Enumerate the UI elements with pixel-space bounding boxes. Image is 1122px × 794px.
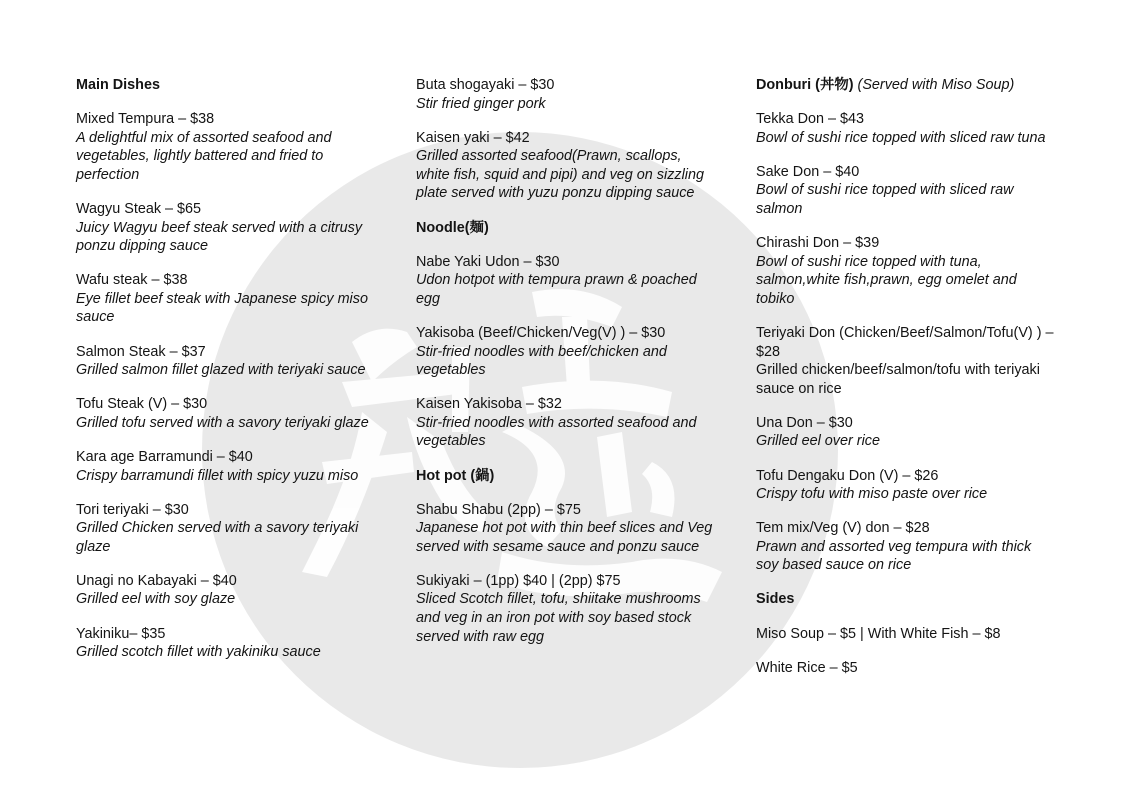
menu-item	[76, 343, 376, 380]
menu-item	[76, 572, 376, 609]
menu-item-description: Stir-fried noodles with beef/chicken and vegetables	[416, 343, 667, 379]
menu-item-name: Nabe Yaki Udon – $30	[416, 253, 560, 270]
section-title: Main Dishes	[76, 77, 160, 93]
menu-item	[756, 659, 1056, 678]
menu-item-name: Wagyu Steak – $65	[76, 200, 202, 217]
menu-item-name: Miso Soup – $5 | With White Fish – $8	[756, 625, 1001, 642]
menu-item-description: Grilled chicken/beef/salmon/tofu with teriyaki sauce on rice	[756, 362, 1040, 397]
menu-item	[76, 271, 376, 327]
menu-item-name: White Rice – $5	[756, 659, 858, 676]
section-title: Hot pot (鍋)	[416, 467, 495, 484]
menu-item	[416, 129, 716, 203]
menu-item	[76, 501, 376, 557]
menu-item-description: Prawn and assorted veg tempura with thick soy based sauce on rice	[756, 538, 1032, 574]
menu-item	[416, 395, 716, 451]
menu-item	[756, 467, 1056, 504]
section-title: Noodle(麺)	[416, 219, 489, 236]
menu-item	[416, 572, 716, 646]
menu-item	[756, 163, 1056, 219]
menu-item-name: Sukiyaki – (1pp) $40 | (2pp) $75	[416, 572, 621, 589]
menu-item	[416, 324, 716, 380]
menu-item-name: Kaisen Yakisoba – $32	[416, 396, 562, 413]
menu-item-name: Shabu Shabu (2pp) – $75	[416, 501, 581, 518]
menu-item-name: Buta shogayaki – $30	[416, 77, 555, 93]
menu-item-name: Teriyaki Don (Chicken/Beef/Salmon/Tofu(V) ) – $28	[756, 324, 1054, 360]
menu-item-name: Sake Don – $40	[756, 163, 860, 180]
menu-item	[416, 501, 716, 557]
menu-item-description: Eye fillet beef steak with Japanese spicy miso sauce	[76, 290, 368, 326]
menu-item	[76, 110, 376, 184]
menu-item-name: Kaisen yaki – $42	[416, 129, 530, 146]
menu-item-name: Unagi no Kabayaki – $40	[76, 572, 237, 589]
menu-item	[76, 395, 376, 432]
menu-item-description: Stir-fried noodles with assorted seafood and vegetables	[416, 414, 697, 450]
menu-item-name: Yakiniku– $35	[76, 625, 166, 642]
menu-item-description: Grilled eel with soy glaze	[76, 591, 236, 608]
menu-item-name: Chirashi Don – $39	[756, 235, 880, 252]
menu-item-description: Grilled salmon fillet glazed with teriyaki sauce	[76, 362, 366, 379]
menu-item	[76, 200, 376, 256]
menu-item-description: Grilled tofu served with a savory teriyaki glaze	[76, 414, 369, 431]
menu-item-name: Tori teriyaki – $30	[76, 501, 189, 518]
menu-item-description: Crispy tofu with miso paste over rice	[756, 486, 988, 503]
menu-item-name: Tofu Steak (V) – $30	[76, 396, 208, 413]
menu-item-description: Udon hotpot with tempura prawn & poached egg	[416, 272, 697, 307]
menu-item	[756, 110, 1056, 147]
menu-item-description: Grilled eel over rice	[756, 433, 880, 450]
menu-item-description: Grilled scotch fillet with yakiniku sauce	[76, 644, 321, 661]
menu-item	[416, 76, 716, 113]
menu-item-description: Grilled assorted seafood(Prawn, scallops, white fish, squid and pipi) and veg on sizzling plate served with yuzu ponzu dipping sauce	[416, 148, 704, 202]
menu-item-description: Grilled Chicken served with a savory teriyaki glaze	[76, 520, 359, 555]
menu-item-description: Sliced Scotch fillet, tofu, shiitake mushrooms and veg in an iron pot with soy based stock served with raw egg	[416, 591, 701, 645]
section-note: (Served with Miso Soup)	[853, 77, 1015, 93]
menu-item-description: A delightful mix of assorted seafood and vegetables, lightly battered and fried to perfection	[76, 129, 332, 183]
menu-item	[756, 519, 1056, 575]
menu-item-name: Una Don – $30	[756, 414, 853, 431]
menu-item-name: Mixed Tempura – $38	[76, 111, 215, 128]
section-title: Sides	[756, 591, 795, 608]
menu-item-name: Kara age Barramundi – $40	[76, 448, 253, 465]
menu-item-name: Tekka Don – $43	[756, 111, 864, 128]
menu-item-name: Salmon Steak – $37	[76, 343, 206, 360]
menu-column-3	[756, 76, 1056, 693]
menu-item	[756, 414, 1056, 451]
menu-item	[416, 253, 716, 309]
menu-item-description: Japanese hot pot with thin beef slices and Veg served with sesame sauce and ponzu sauce	[416, 520, 713, 555]
section-heading	[416, 467, 716, 486]
menu-item	[76, 448, 376, 485]
section-heading	[756, 76, 1056, 95]
menu-item-description: Stir fried ginger pork	[416, 95, 546, 112]
section-heading	[416, 219, 716, 238]
menu-item	[756, 234, 1056, 308]
menu-item-description: Juicy Wagyu beef steak served with a citrusy ponzu dipping sauce	[76, 219, 363, 255]
section-heading	[76, 76, 376, 95]
menu-item-description: Bowl of sushi rice topped with sliced raw tuna	[756, 129, 1046, 146]
section-title: Donburi (丼物)	[756, 77, 854, 93]
menu-column-2	[416, 76, 716, 662]
menu-item	[756, 324, 1056, 398]
menu-item	[756, 625, 1056, 644]
section-heading	[756, 590, 1056, 609]
menu-item-description: Bowl of sushi rice topped with tuna, salmon,white fish,prawn, egg omelet and tobiko	[756, 253, 1017, 307]
menu-item-name: Tem mix/Veg (V) don – $28	[756, 520, 930, 537]
menu-item-name: Yakisoba (Beef/Chicken/Veg(V) ) – $30	[416, 324, 666, 341]
menu-item-name: Wafu steak – $38	[76, 272, 188, 289]
menu-item-description: Crispy barramundi fillet with spicy yuzu miso	[76, 467, 359, 484]
menu-item-name: Tofu Dengaku Don (V) – $26	[756, 467, 939, 484]
menu-item-description: Bowl of sushi rice topped with sliced raw salmon	[756, 182, 1014, 217]
menu-item	[76, 625, 376, 662]
menu-column-1	[76, 76, 376, 677]
